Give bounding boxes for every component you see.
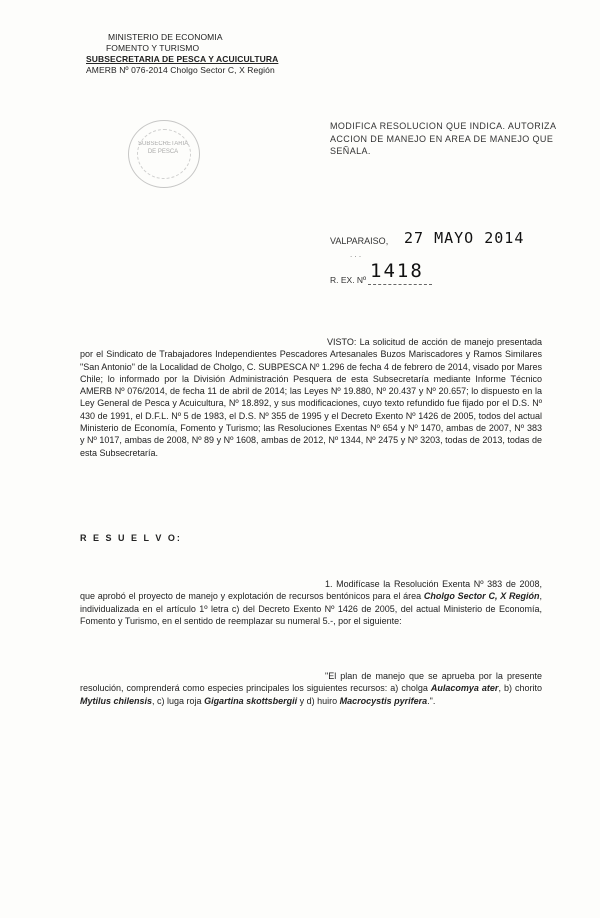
dots-mark: . . .	[350, 250, 362, 259]
quote-text-a: "El plan de manejo que se aprueba por la presente resolución, comprenderá como especies principales los siguientes recursos: a) cholga	[80, 671, 542, 694]
item-1-paragraph	[80, 578, 542, 627]
number-underline	[368, 284, 432, 285]
quote-text-d: y d) huiro	[297, 695, 340, 706]
ministry-name: MINISTERIO DE ECONOMIA	[108, 32, 223, 42]
quote-text-e: .".	[427, 695, 436, 706]
quote-text-b: , b) chorito	[498, 683, 542, 694]
item-text-a: Modifícase la Resolución Exenta Nº 383 de 2008, que aprobó el proyecto de manejo y explotación de recursos bentónicos para el área	[80, 579, 542, 602]
item-number: 1.	[325, 579, 333, 589]
species-3: Gigartina skottsbergii	[204, 695, 298, 706]
resuelvo-heading: R E S U E L V O:	[80, 533, 182, 543]
amerb-reference: AMERB Nº 076-2014 Cholgo Sector C, X Región	[86, 65, 275, 75]
visto-paragraph	[80, 336, 542, 459]
visto-label: VISTO:	[327, 337, 357, 347]
area-name: Cholgo Sector C, X Región	[423, 591, 540, 602]
document-subject: MODIFICA RESOLUCION QUE INDICA. AUTORIZA ACCION DE MANEJO EN AREA DE MANEJO QUE SEÑALA.	[330, 121, 556, 156]
ministry-subname: FOMENTO Y TURISMO	[106, 43, 200, 53]
quote-text-c: , c) luga roja	[152, 695, 205, 706]
species-2: Mytilus chilensis	[80, 695, 153, 706]
visto-text: La solicitud de acción de manejo presentada por el Sindicato de Trabajadores Independientes Pescadores Artesanales Buzos Mariscadores y Ramos Similares "San Antonio" de la Localidad de Cholgo, C. SUBPESCA Nº 1.296 de fecha 4 de febrero de 2014, visado por Mares Chile; lo informado por la División Administración Pesquera de esta Subsecretaría mediante Informe Técnico AMERB Nº 076/2014, de fecha 11 de abril de 2014; las Leyes Nº 19.880, Nº 20.437 y Nº 20.657; lo dispuesto en la Ley General de Pesca y Acuicultura, Nº 18.892, y sus modificaciones, cuyo texto refundido fue fijado por el D.S. Nº 430 de 1991, el D.F.L. Nº 5 de 1983, el D.S. Nº 355 de 1995 y el Decreto Exento Nº 1426 de 2005, todos del actual Ministerio de Economía, Fomento y Turismo; las Resoluciones Exentas Nº 654 y Nº 1470, ambas de 2007, Nº 383 y Nº 1017, ambas de 2008, Nº 89 y Nº 1608, ambas de 2012, Nº 1344, Nº 2475 y Nº 3203, todas de 2013, todas de esta Subsecretaría.	[80, 337, 542, 458]
species-1: Aulacomya ater	[430, 683, 499, 694]
seal-text: SUBSECRETARIA DE PESCA	[138, 141, 189, 155]
place-label: VALPARAISO,	[330, 236, 389, 246]
quoted-paragraph	[80, 670, 542, 707]
subsecretaria-name: SUBSECRETARIA DE PESCA Y ACUICULTURA	[86, 54, 279, 64]
letterhead	[86, 32, 278, 76]
resolution-number: 1418	[370, 260, 424, 282]
item-text-b: , individualizada en el artículo 1º letra c) del Decreto Exento Nº 1426 de 2005, del actual Ministerio de Economía, Fomento y Turismo, en el sentido de reemplazar su numeral 5.-, por el siguiente:	[80, 591, 542, 626]
resolution-date: 27 MAYO 2014	[404, 229, 525, 247]
rex-label: R. EX. Nº	[330, 275, 367, 285]
species-4: Macrocystis pyrifera	[339, 695, 428, 706]
